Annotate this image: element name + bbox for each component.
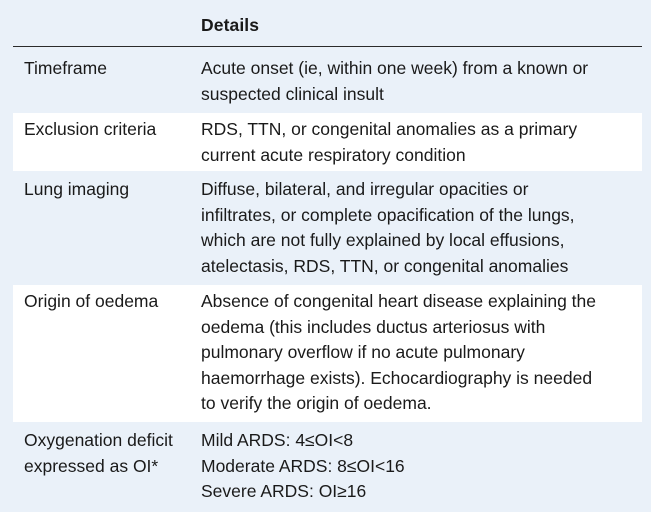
table-row-exclusion-criteria bbox=[13, 113, 642, 171]
row-details-line: suspected clinical insult bbox=[201, 83, 384, 104]
table-row-timeframe bbox=[13, 52, 642, 104]
row-label bbox=[24, 289, 204, 315]
table-row-origin-of-oedema bbox=[13, 285, 642, 422]
row-details bbox=[201, 428, 637, 505]
row-label bbox=[24, 117, 204, 143]
row-label bbox=[24, 56, 204, 82]
details-column-header: Details bbox=[201, 15, 260, 35]
row-details-line: Mild ARDS: 4≤OI<8 bbox=[201, 430, 354, 450]
row-details bbox=[201, 56, 637, 107]
row-details-line: oedema (this includes ductus arteriosus with bbox=[201, 316, 546, 337]
row-details-line: Absence of congenital heart disease explaining the bbox=[201, 291, 596, 311]
row-label-line: Exclusion criteria bbox=[24, 119, 157, 139]
row-details bbox=[201, 117, 637, 168]
table-header bbox=[0, 0, 651, 46]
row-details-line: RDS, TTN, or congenital anomalies as a primary bbox=[201, 119, 578, 139]
row-label bbox=[24, 177, 204, 203]
row-details-line: to verify the origin of oedema. bbox=[201, 393, 432, 413]
table-row-lung-imaging bbox=[13, 173, 642, 283]
row-details-line: Moderate ARDS: 8≤OI<16 bbox=[201, 455, 405, 476]
row-details-line: Diffuse, bilateral, and irregular opacities or bbox=[201, 179, 529, 199]
row-details-line: pulmonary overflow if no acute pulmonary bbox=[201, 342, 525, 362]
row-details bbox=[201, 177, 637, 279]
row-label bbox=[24, 428, 204, 479]
row-details-line: which are not fully explained by local effusions, bbox=[201, 230, 565, 250]
row-details-line: Acute onset (ie, within one week) from a known or bbox=[201, 58, 589, 78]
row-label-line: Origin of oedema bbox=[24, 291, 159, 311]
row-label-line: Timeframe bbox=[24, 58, 107, 78]
row-details-line: atelectasis, RDS, TTN, or congenital anomalies bbox=[201, 255, 569, 276]
row-details bbox=[201, 289, 637, 417]
row-details-line: current acute respiratory condition bbox=[201, 144, 466, 165]
header-divider bbox=[13, 46, 642, 47]
row-label-line: expressed as OI* bbox=[24, 455, 159, 476]
row-label-line: Oxygenation deficit bbox=[24, 430, 173, 450]
row-details-line: infiltrates, or complete opacification of the lungs, bbox=[201, 204, 575, 225]
row-details-line: Severe ARDS: OI≥16 bbox=[201, 481, 367, 501]
row-details-line: haemorrhage exists). Echocardiography is needed bbox=[201, 367, 593, 388]
row-label-line: Lung imaging bbox=[24, 179, 130, 199]
table-row-oxygenation-deficit bbox=[13, 424, 642, 510]
